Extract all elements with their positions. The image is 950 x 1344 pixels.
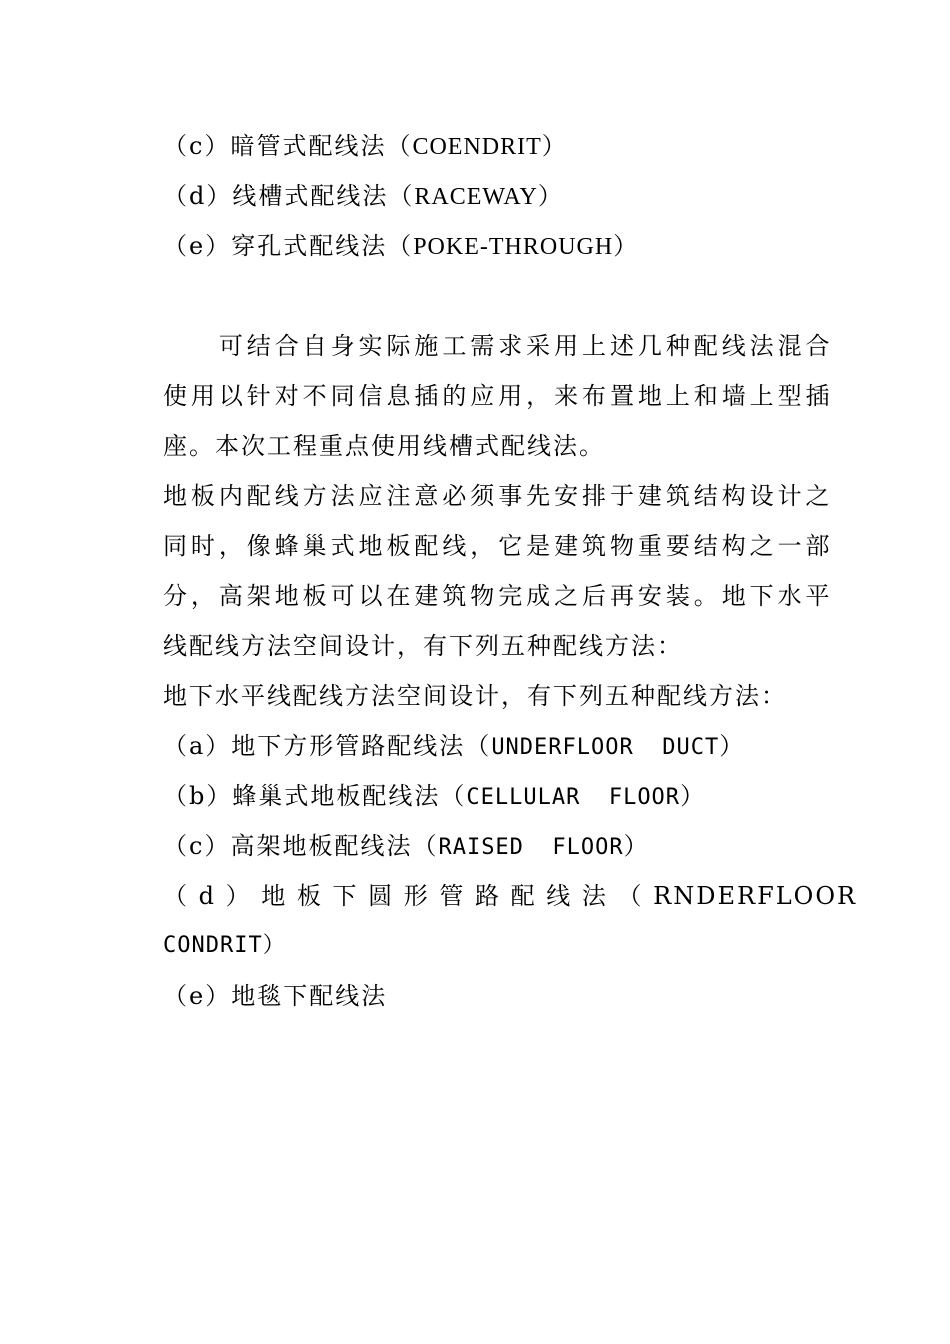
paragraph-line: 分，高架地板可以在建筑物完成之后再安装。地下水平 <box>163 582 833 610</box>
list-item-suffix: ） <box>623 832 650 860</box>
list-item-prefix: （e）穿孔式配线法（ <box>163 232 414 260</box>
paragraph-line: 线配线方法空间设计，有下列五种配线方法： <box>163 632 683 660</box>
paragraph-line: 可结合自身实际施工需求采用上述几种配线法混合 <box>163 332 833 360</box>
list-item-prefix: （d）线槽式配线法（ <box>163 182 415 210</box>
list-item-term: COENDRIT <box>412 134 542 160</box>
list-item <box>163 831 833 863</box>
list-item-prefix: （c）暗管式配线法（ <box>163 132 413 160</box>
list-item: （ d ） 地 板 下 圆 形 管 路 配 线 法 （ RNDERFLOOR <box>163 882 858 910</box>
paragraph-line: 同时，像蜂巢式地板配线，它是建筑物重要结构之一部 <box>163 532 833 560</box>
list-item-suffix: ） <box>719 732 746 760</box>
list-item-term: RACEWAY <box>414 184 538 210</box>
list-item-suffix: ） <box>537 182 564 210</box>
list-item <box>163 231 833 262</box>
list-item <box>163 731 833 763</box>
list-item-prefix: （a）地下方形管路配线法（ <box>163 732 492 760</box>
list-item-suffix: ） <box>680 782 707 810</box>
list-item-suffix: ） <box>613 232 640 260</box>
paragraph-line: 地板内配线方法应注意必须事先安排于建筑结构设计之 <box>163 482 833 510</box>
list-item-prefix: （c）高架地板配线法（ <box>163 832 439 860</box>
paragraph-line: 使用以针对不同信息插的应用，来布置地上和墙上型插 <box>163 382 833 410</box>
list-item-term: RAISED FLOOR <box>438 835 624 860</box>
list-item: （e）地毯下配线法 <box>163 982 388 1010</box>
list-item-term: CELLULAR FLOOR <box>466 785 681 810</box>
paragraph-line: 地下水平线配线方法空间设计，有下列五种配线方法： <box>163 682 787 710</box>
paragraph-line: 座。本次工程重点使用线槽式配线法。 <box>163 432 605 460</box>
list-item-prefix: （b）蜂巢式地板配线法（ <box>163 782 467 810</box>
list-item <box>163 781 833 813</box>
list-item-suffix: ） <box>541 132 568 160</box>
list-item-term: POKE-THROUGH <box>413 234 614 260</box>
list-item <box>163 131 833 162</box>
list-item <box>163 181 833 212</box>
list-item-continuation: CONDRIT） <box>163 933 286 958</box>
list-item-term: UNDERFLOOR DUCT <box>491 735 720 760</box>
